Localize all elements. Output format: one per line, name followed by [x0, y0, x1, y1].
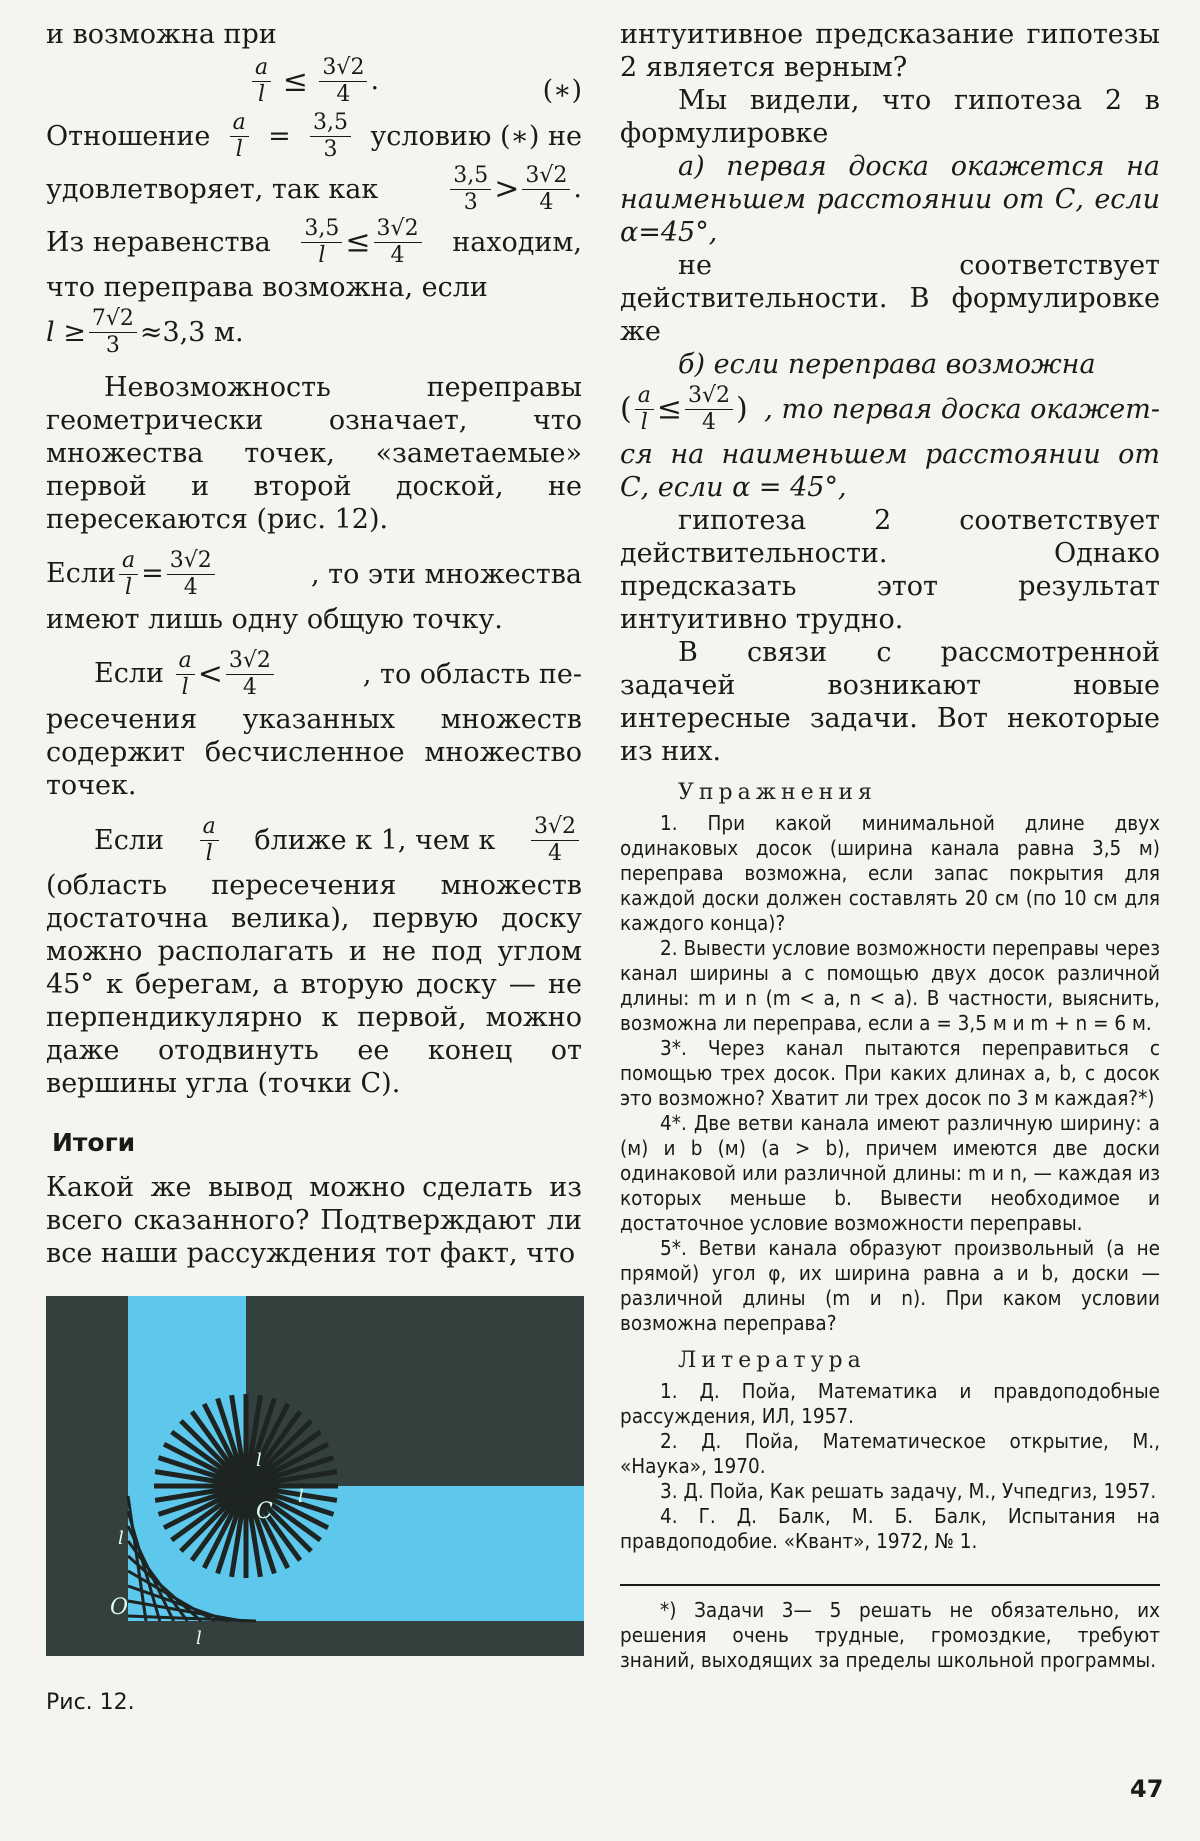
paragraph: что переправа возможна, если — [46, 272, 488, 303]
paragraph: интуитивное предсказание гипотезы 2 является верным? — [620, 19, 1160, 83]
exercise-item: 4*. Две ветви канала имеют различную ширину: a (м) и b (м) (a > b), причем имеются две доски одинаковой или различной длины: m и n, — каждая из которых меньше b. Вывести необходимое и достаточное условие возможности переправы. — [620, 1111, 1160, 1235]
paragraph: Какой же вывод можно сделать из всего сказанного? Подтверждают ли все наши рассуждения тот факт, что — [46, 1172, 582, 1269]
exercises-title: Упражнения — [678, 780, 877, 805]
paragraph: В связи с рассмотренной задачей возникают новые интересные задачи. Вот некоторые из них. — [620, 637, 1160, 767]
figure-12 — [46, 1296, 584, 1656]
paragraph: Невозможность переправы геометрически означает, что множества точек, «заметаемые» первой и второй доской, не пересекаются (рис. 12). — [46, 372, 582, 535]
label-o: O — [110, 1595, 129, 1620]
literature-item: 4. Г. Д. Балк, М. Б. Балк, Испытания на правдоподобие. «Квант», 1972, № 1. — [620, 1504, 1160, 1553]
paragraph: б) если переправа возможна — [678, 349, 1096, 380]
literature-list — [620, 1379, 1160, 1554]
paragraph: Мы видели, что гипотеза 2 в формулировке — [620, 85, 1160, 149]
paragraph: ся на наименьшем расстоянии от С, если α = 45°, — [620, 439, 1160, 503]
footnote-divider — [620, 1584, 1160, 1586]
paragraph: а) первая доска окажется на наименьшем расстоянии от С, если α=45°, — [620, 151, 1160, 248]
paragraph: (область пересечения множеств достаточна велика), первую доску можно располагать и не под углом 45° к берегам, а вторую доску — не перпендикулярно к первой, можно даже отодвинуть ее конец от вершины угла (точки С). — [46, 870, 582, 1099]
literature-title: Литература — [678, 1348, 866, 1373]
label-l: l — [298, 1486, 304, 1507]
formula-star: $\frac{a}{l}$ ≤ $\frac{3√2}{4}$ . (∗) — [46, 57, 582, 106]
paragraph: имеют лишь одну общую точку. — [46, 604, 503, 635]
label-l: l — [256, 1450, 262, 1471]
section-heading: Итоги — [52, 1128, 136, 1157]
paragraph: Если $\frac{a}{l}$ = $\frac{3√2}{4}$ , то эти множества — [46, 548, 582, 600]
paragraph: удовлетворяет, так как $\frac{3,5}{3}$ > $\frac{3√2}{4}$ . — [46, 163, 582, 215]
paragraph: Из неравенства $\frac{3,5}{l}$ ≤ $\frac{3√2}{4}$ находим, — [46, 216, 582, 268]
exercise-item: 3*. Через канал пытаются переправиться с помощью трех досок. При каких длинах a, b, c досок это возможно? Хватит ли трех досок по 3 м каждая?*) — [620, 1036, 1160, 1110]
paragraph: Если $\frac{a}{l}$ < $\frac{3√2}{4}$ , то область пе- — [94, 648, 582, 700]
label-l: l — [118, 1528, 124, 1549]
label-l: l — [196, 1628, 202, 1649]
literature-item: 1. Д. Пойа, Математика и правдоподобные рассуждения, ИЛ, 1957. — [620, 1379, 1160, 1428]
exercise-item: 5*. Ветви канала образуют произвольный (а не прямой) угол φ, их ширина равна a и b, доски — различной длины (m и n). При каком условии возможна переправа? — [620, 1236, 1160, 1335]
formula: l ≥ $\frac{7√2}{3}$ ≈3,3 м. — [46, 306, 244, 358]
paragraph: гипотеза 2 соответствует действительности. Однако предсказать этот результат интуитивно трудно. — [620, 505, 1160, 635]
board-fan — [154, 1394, 338, 1578]
paragraph: не соответствует действительности. В формулировке же — [620, 250, 1160, 347]
paragraph: Отношение $\frac{a}{l}$ = $\frac{3,5}{3}$ условию (∗) не — [46, 110, 582, 162]
label-c: C — [256, 1499, 273, 1524]
equation-label: (∗) — [542, 75, 582, 106]
footnote-text: *) Задачи 3— 5 решать не обязательно, их решения очень трудные, громоздкие, требуют знаний, выходящих за пределы школьной программы. — [620, 1598, 1160, 1672]
exercises — [620, 811, 1160, 1336]
right-column — [620, 18, 1160, 1673]
footnote — [620, 1598, 1160, 1673]
page-number: 47 — [1130, 1775, 1164, 1803]
paragraph: ( $\frac{a}{l}$ ≤ $\frac{3√2}{4}$ ) , то первая доска окажет- — [620, 383, 1160, 435]
literature-item: 3. Д. Пойа, Как решать задачу, М., Учпедгиз, 1957. — [660, 1479, 1157, 1503]
left-column — [46, 18, 582, 1270]
exercise-item: 1. При какой минимальной длине двух одинаковых досок (ширина канала равна 3,5 м) переправа возможна, если запас покрытия для каждой доски должен составлять 20 см (по 10 см для каждого конца)? — [620, 811, 1160, 935]
paragraph: ресечения указанных множеств содержит бесчисленное множество точек. — [46, 704, 582, 801]
paragraph: Если $\frac{a}{l}$ ближе к 1, чем к $\frac{3√2}{4}$ — [46, 816, 582, 865]
exercise-item: 2. Вывести условие возможности переправы через канал ширины a с помощью двух досок различной длины: m и n (m < a, n < a). В частности, выяснить, возможна ли переправа, если a = 3,5 м и m + n = 6 м. — [620, 936, 1160, 1035]
literature-item: 2. Д. Пойа, Математическое открытие, М., «Наука», 1970. — [620, 1429, 1160, 1478]
paragraph: и возможна при — [46, 19, 277, 50]
figure-caption: Рис. 12. — [46, 1690, 135, 1715]
